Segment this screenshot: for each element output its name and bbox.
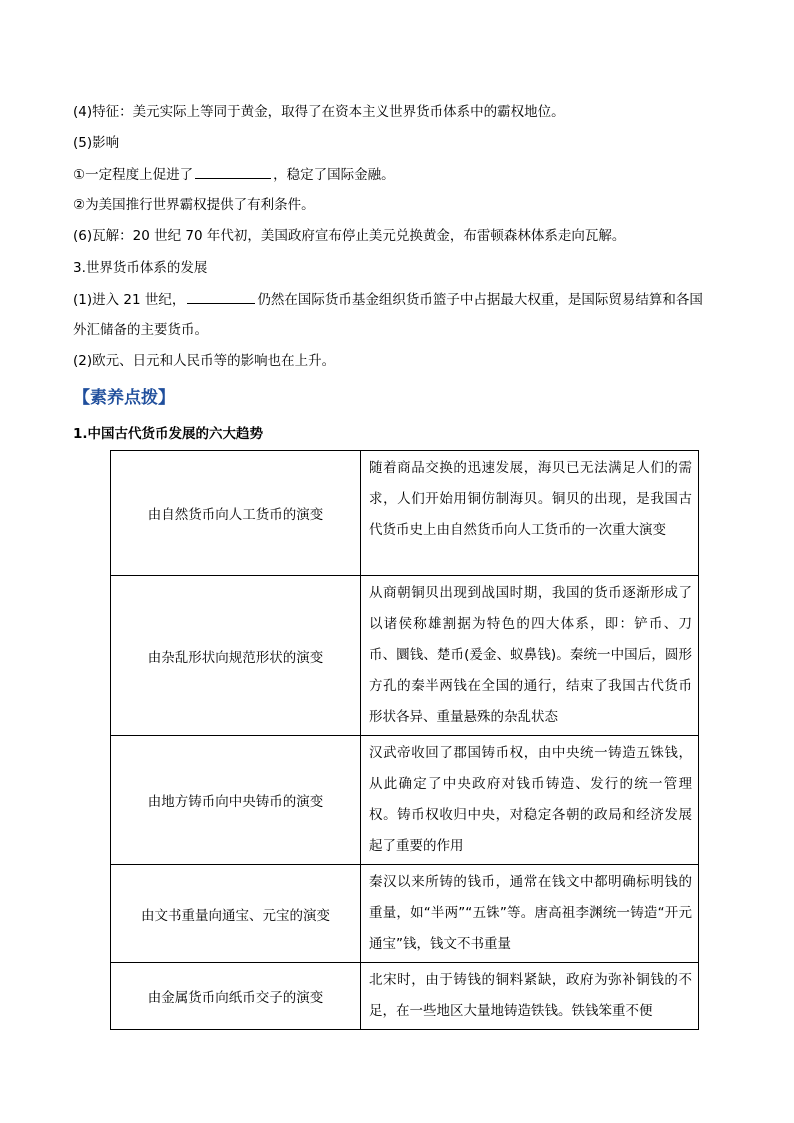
text-collapse-line: (6)瓦解：20 世纪 70 年代初，美国政府宣布停止美元兑换黄金，布雷顿森林体系走向瓦解。: [73, 228, 626, 244]
detail-cell: 汉武帝收回了郡国铸币权，由中央统一铸造五铢钱，从此确定了中央政府对钱币铸造、发行的统一管理权。铸币权收归中央，对稳定各朝的政局和经济发展起了重要的作用: [361, 736, 699, 865]
trend-cell: 由地方铸币向中央铸币的演变: [111, 736, 361, 865]
fill-blank-1[interactable]: [195, 164, 271, 179]
trend-cell: 由文书重量向通宝、元宝的演变: [111, 865, 361, 963]
section-title: 【素养点拨】: [73, 388, 175, 408]
text-development-1-end: 仍然在国际货币基金组织货币篮子中占据最大权重，是国际贸易结算和各国: [257, 292, 703, 308]
detail-cell: 秦汉以来所铸的钱币，通常在钱文中都明确标明钱的重量，如“半两”“五铢”等。唐高祖李渊统一铸造“开元通宝”钱，钱文不书重量: [361, 865, 699, 963]
trend-cell: 由杂乱形状向规范形状的演变: [111, 576, 361, 736]
table-row: [111, 865, 699, 963]
table-row: [111, 963, 699, 1030]
table-row: [111, 576, 699, 736]
text-development-1: [73, 289, 703, 310]
text-influence-1: [73, 164, 395, 185]
text-development-2: (2)欧元、日元和人民币等的影响也在上升。: [73, 353, 336, 369]
table-row: [111, 736, 699, 865]
detail-cell: 随着商品交换的迅速发展，海贝已无法满足人们的需求，人们开始用铜仿制海贝。铜贝的出现，是我国古代货币史上由自然货币向人工货币的一次重大演变: [361, 451, 699, 576]
detail-cell: 从商朝铜贝出现到战国时期，我国的货币逐渐形成了以诸侯称雄割据为特色的四大体系，即：铲币、刀币、圜钱、楚币(爰金、蚁鼻钱)。秦统一中国后，圆形方孔的秦半两钱在全国的通行，结束了我国古代货币形状各异、重量悬殊的杂乱状态: [361, 576, 699, 736]
fill-blank-2[interactable]: [187, 289, 255, 304]
text-development-heading: 3.世界货币体系的发展: [73, 260, 208, 276]
section-subtitle: 1.中国古代货币发展的六大趋势: [73, 426, 264, 442]
trend-cell: 由金属货币向纸币交子的演变: [111, 963, 361, 1030]
text-development-1-cont: 外汇储备的主要货币。: [73, 322, 208, 338]
trend-table: [110, 450, 699, 1030]
text-influence-1-start: ①一定程度上促进了: [73, 167, 194, 183]
text-development-1-start: (1)进入 21 世纪，: [73, 292, 186, 308]
text-influence-1-end: ，稳定了国际金融。: [273, 167, 395, 183]
text-influence-heading: (5)影响: [73, 135, 120, 151]
trend-cell: 由自然货币向人工货币的演变: [111, 451, 361, 576]
table-row: [111, 451, 699, 576]
text-feature-line: (4)特征：美元实际上等同于黄金，取得了在资本主义世界货币体系中的霸权地位。: [73, 104, 565, 120]
text-influence-2: ②为美国推行世界霸权提供了有利条件。: [73, 197, 315, 213]
detail-cell: 北宋时，由于铸钱的铜料紧缺，政府为弥补铜钱的不足，在一些地区大量地铸造铁钱。铁钱笨重不便: [361, 963, 699, 1030]
